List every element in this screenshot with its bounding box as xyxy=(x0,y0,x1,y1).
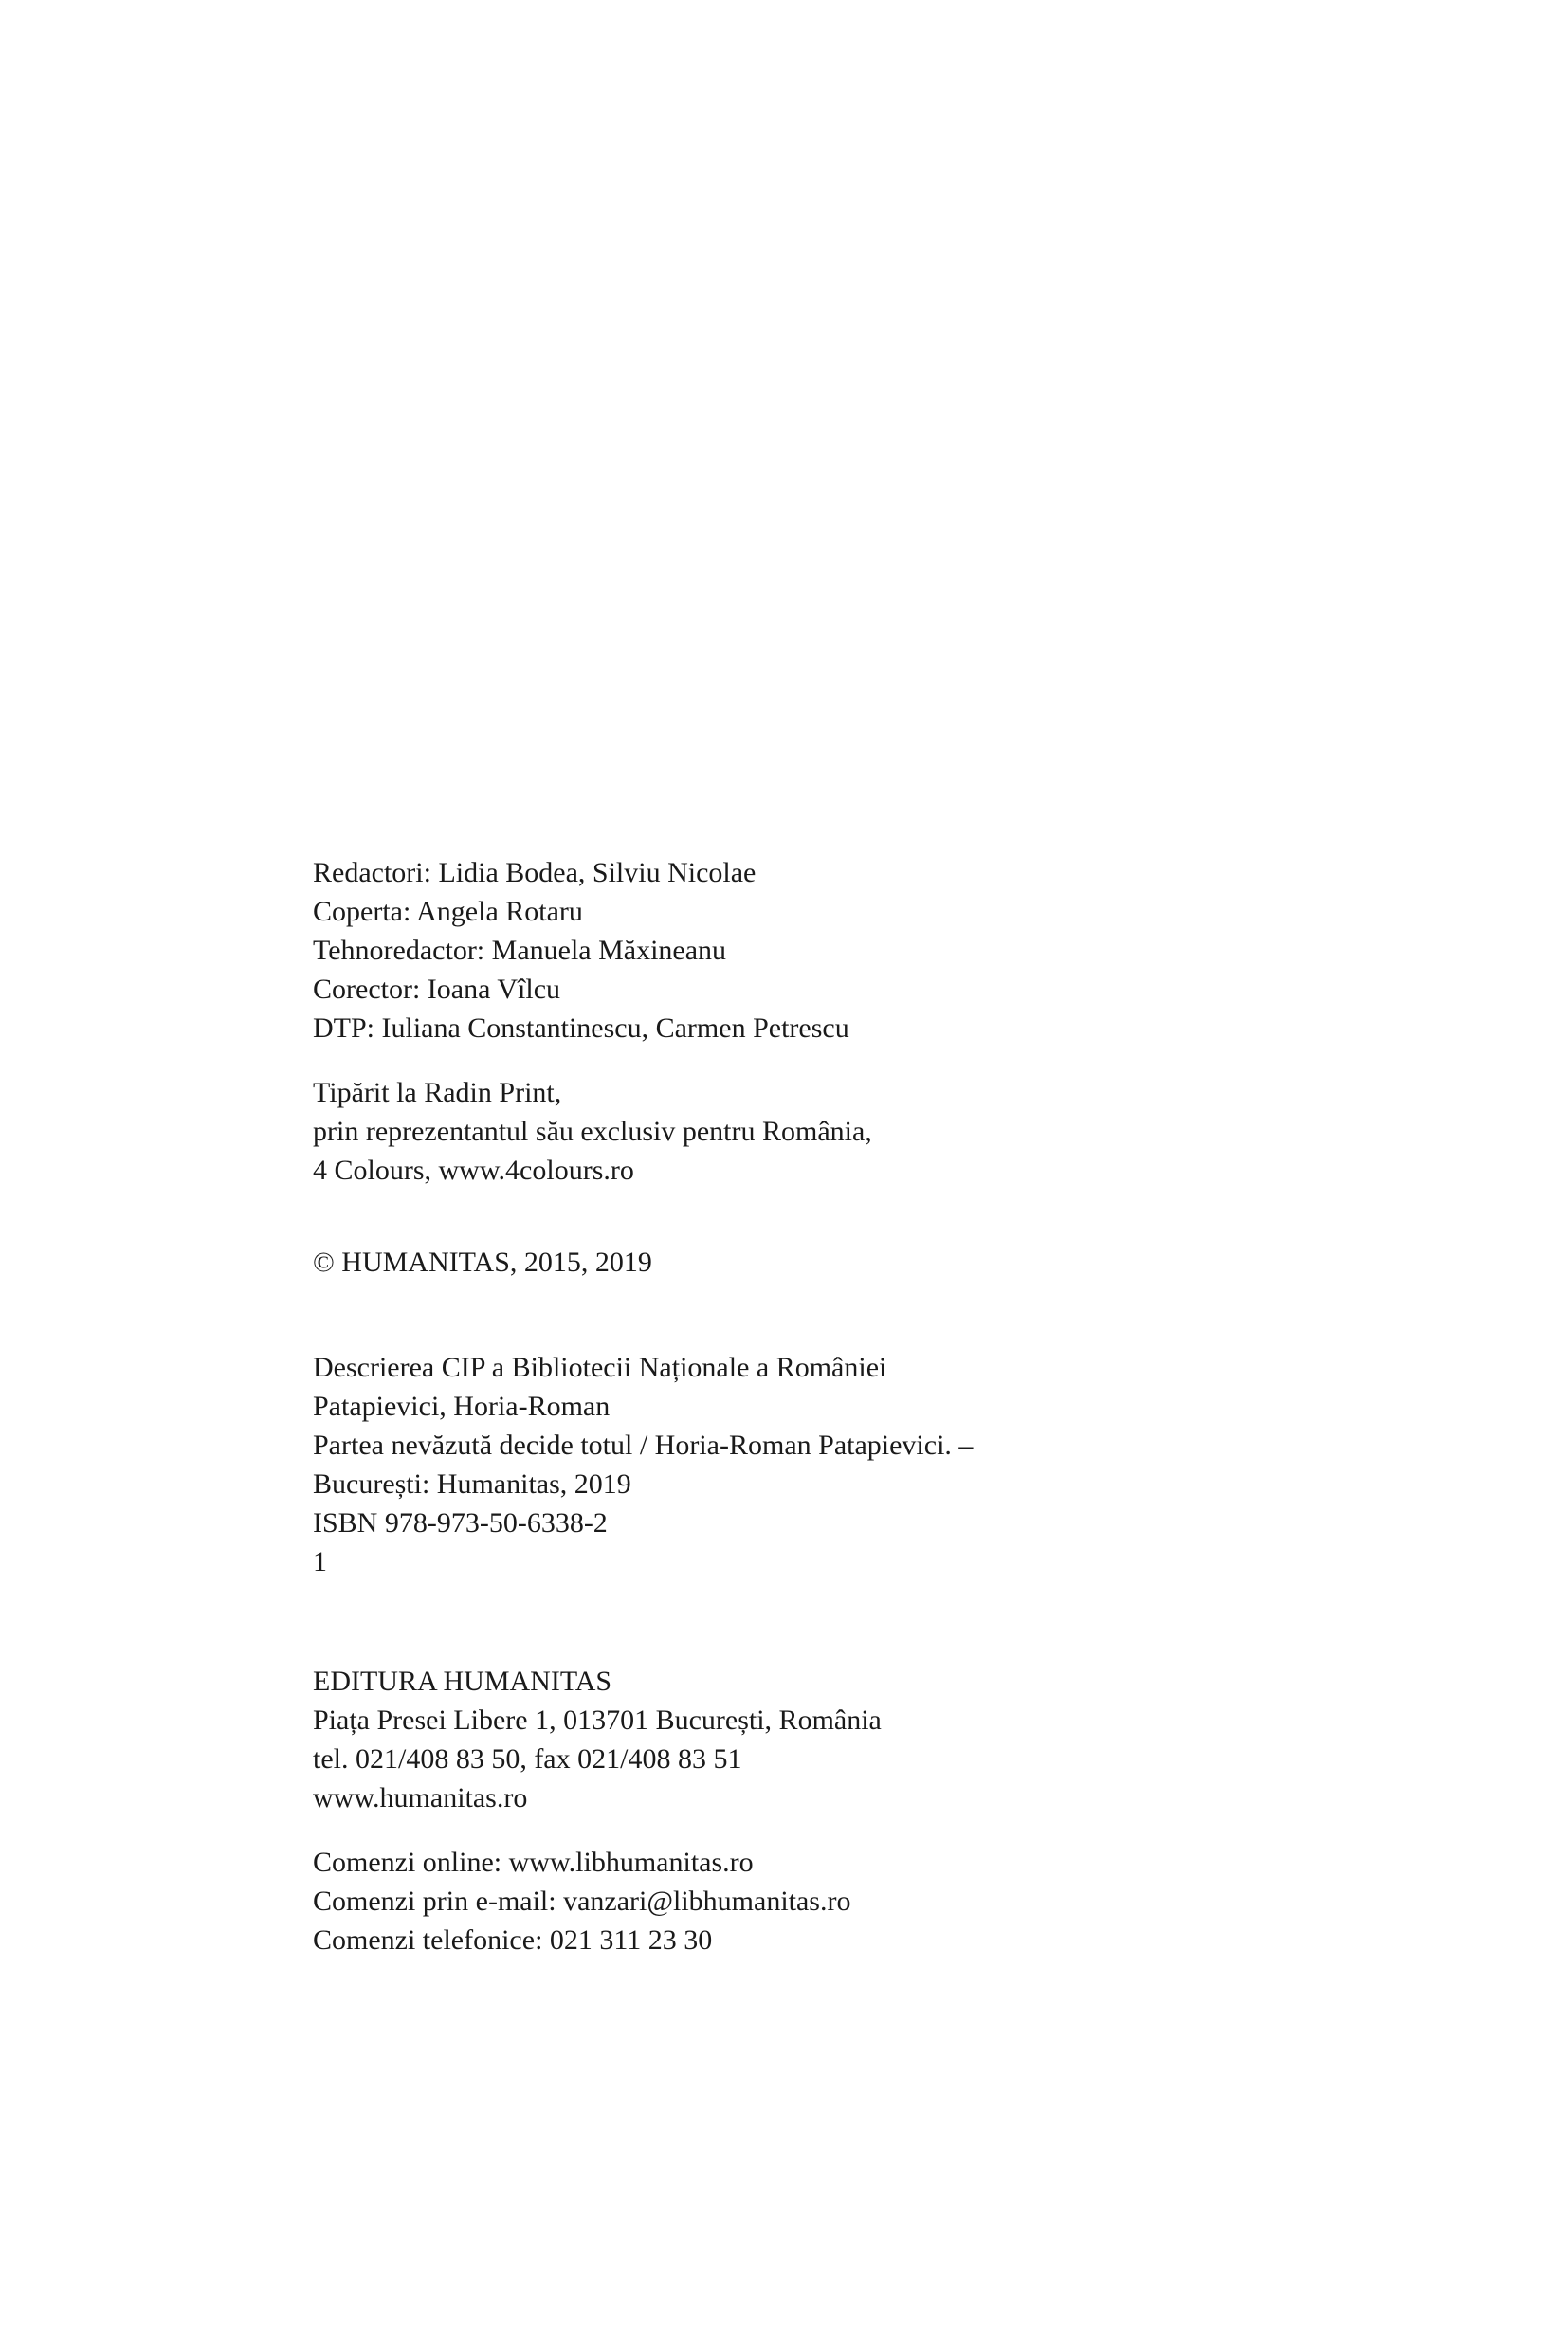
cip-author: Patapievici, Horia-Roman xyxy=(313,1391,611,1422)
orders-block xyxy=(313,1843,1356,1959)
cip-imprint: București: Humanitas, 2019 xyxy=(313,1468,631,1500)
credit-proofreader: Corector: Ioana Vîlcu xyxy=(313,974,561,1005)
colophon xyxy=(313,853,1356,1959)
cip-classification: 1 xyxy=(313,1546,327,1577)
credit-dtp: DTP: Iuliana Constantinescu, Carmen Petrescu xyxy=(313,1012,849,1044)
copyright-block xyxy=(313,1243,1356,1282)
cip-block xyxy=(313,1348,1356,1581)
credit-typesetter: Tehnoredactor: Manuela Măxineanu xyxy=(313,935,727,966)
printing-line: prin reprezentantul său exclusiv pentru România, xyxy=(313,1116,872,1147)
publisher-website: www.humanitas.ro xyxy=(313,1782,528,1813)
printing-line: 4 Colours, www.4colours.ro xyxy=(313,1155,634,1186)
publisher-phone: tel. 021/408 83 50, fax 021/408 83 51 xyxy=(313,1743,742,1775)
copyright-notice: © HUMANITAS, 2015, 2019 xyxy=(313,1247,652,1278)
credit-editors: Redactori: Lidia Bodea, Silviu Nicolae xyxy=(313,857,757,888)
publisher-address: Piața Presei Libere 1, 013701 București, România xyxy=(313,1704,882,1736)
printing-block xyxy=(313,1073,1356,1190)
publisher-block xyxy=(313,1662,1356,1817)
printing-line: Tipărit la Radin Print, xyxy=(313,1077,562,1108)
orders-email: Comenzi prin e-mail: vanzari@libhumanitas.ro xyxy=(313,1886,851,1917)
credits-block xyxy=(313,853,1356,1048)
cip-isbn: ISBN 978-973-50-6338-2 xyxy=(313,1507,608,1539)
publisher-name: EDITURA HUMANITAS xyxy=(313,1666,612,1697)
orders-phone: Comenzi telefonice: 021 311 23 30 xyxy=(313,1924,713,1956)
credit-cover: Coperta: Angela Rotaru xyxy=(313,896,583,927)
cip-title: Partea nevăzută decide totul / Horia-Roman Patapievici. – xyxy=(313,1430,974,1461)
orders-online: Comenzi online: www.libhumanitas.ro xyxy=(313,1847,754,1878)
cip-heading: Descrierea CIP a Bibliotecii Naționale a României xyxy=(313,1352,887,1383)
